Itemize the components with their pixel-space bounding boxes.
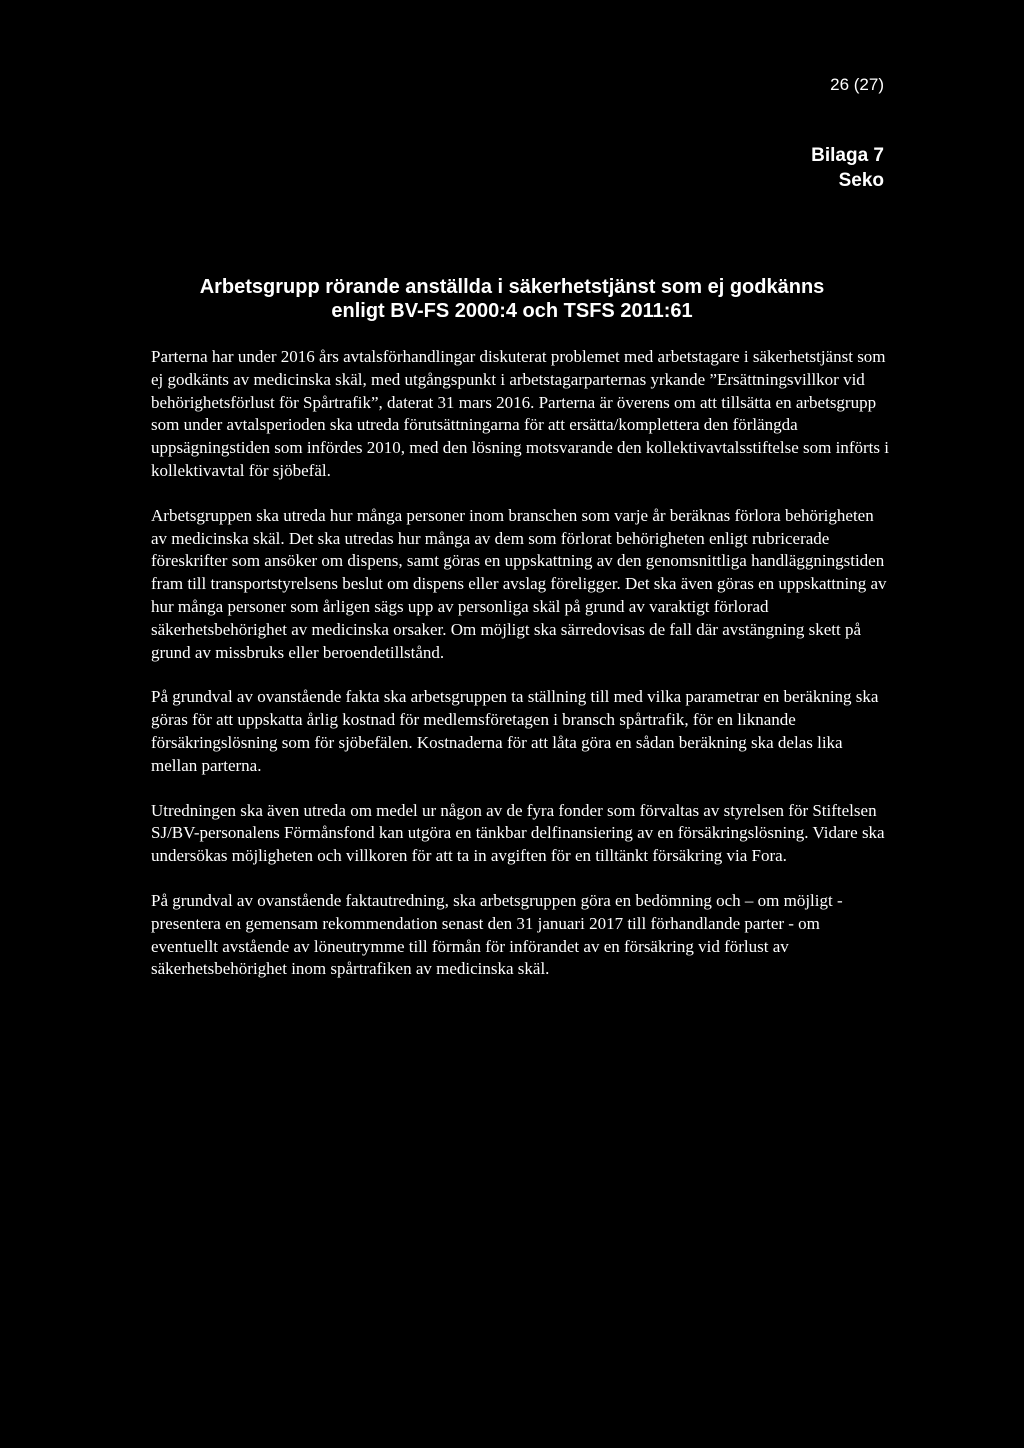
annex-block: [811, 143, 884, 193]
document-body: [151, 346, 891, 1003]
paragraph-4: Utredningen ska även utreda om medel ur någon av de fyra fonder som förvaltas av styrelsen för Stiftelsen SJ/BV-personalens Förmånsfond kan utgöra en tänkbar delfinansiering av en försäkringslösning. Vidare ska undersökas möjligheten och villkoren för att ta in avgiften för en tilltänkt försäkring via Fora.: [151, 800, 885, 866]
title-line-2: enligt BV-FS 2000:4 och TSFS 2011:61: [331, 300, 693, 322]
paragraph-2: Arbetsgruppen ska utreda hur många personer inom branschen som varje år beräknas förlora behörigheten av medicinska skäl. Det ska utredas hur många av dem som förlorat behörigheten enligt rubricerade föreskrifter som ansöker om dispens, samt göras en uppskattning av den genomsnittliga handläggningstiden fram till transportstyrelsens beslut om dispens eller avslag föreligger. Det ska även göras en uppskattning av hur många personer som årligen sägs upp av personliga skäl på grund av varaktigt förlorad säkerhetsbehörighet av medicinska orsaker. Om möjligt ska särredovisas de fall där avstängning skett på grund av missbruks eller beroendetillstånd.: [151, 505, 887, 662]
page-number: 26 (27): [830, 75, 884, 94]
document-title: [140, 275, 884, 323]
paragraph-1: Parterna har under 2016 års avtalsförhandlingar diskuterat problemet med arbetstagare i säkerhetstjänst som ej godkänts av medicinska skäl, med utgångspunkt i arbetstagarparternas yrkande ”Ersättningsvillkor vid behörighetsförlust för Spårtrafik”, daterat 31 mars 2016. Parterna är överens om att tillsätta en arbetsgrupp som under avtalsperioden ska utreda förutsättningarna för att ersätta/komplettera den förlängda uppsägningstiden som infördes 2010, med den lösning motsvarande den kollektivavtalsstiftelse som införts i kollektivavtal för sjöbefäl.: [151, 347, 889, 480]
organization-name: Seko: [838, 170, 884, 191]
paragraph-3: På grundval av ovanstående fakta ska arbetsgruppen ta ställning till med vilka parametrar en beräkning ska göras för att uppskatta årlig kostnad för medlemsföretagen i bransch spårtrafik, för en liknande försäkringslösning som för sjöbefälen. Kostnaderna för att låta göra en sådan beräkning ska delas lika mellan parterna.: [151, 687, 879, 775]
title-line-1: Arbetsgrupp rörande anställda i säkerhetstjänst som ej godkänns: [199, 276, 825, 298]
annex-label: Bilaga 7: [811, 145, 884, 166]
paragraph-5: På grundval av ovanstående faktautredning, ska arbetsgruppen göra en bedömning och – om möjligt - presentera en gemensam rekommendation senast den 31 januari 2017 till förhandlande parter - om eventuellt avstående av löneutrymme till förmån för införandet av en försäkring vid förlust av säkerhetsbehörighet inom spårtrafiken av medicinska skäl.: [151, 890, 843, 979]
